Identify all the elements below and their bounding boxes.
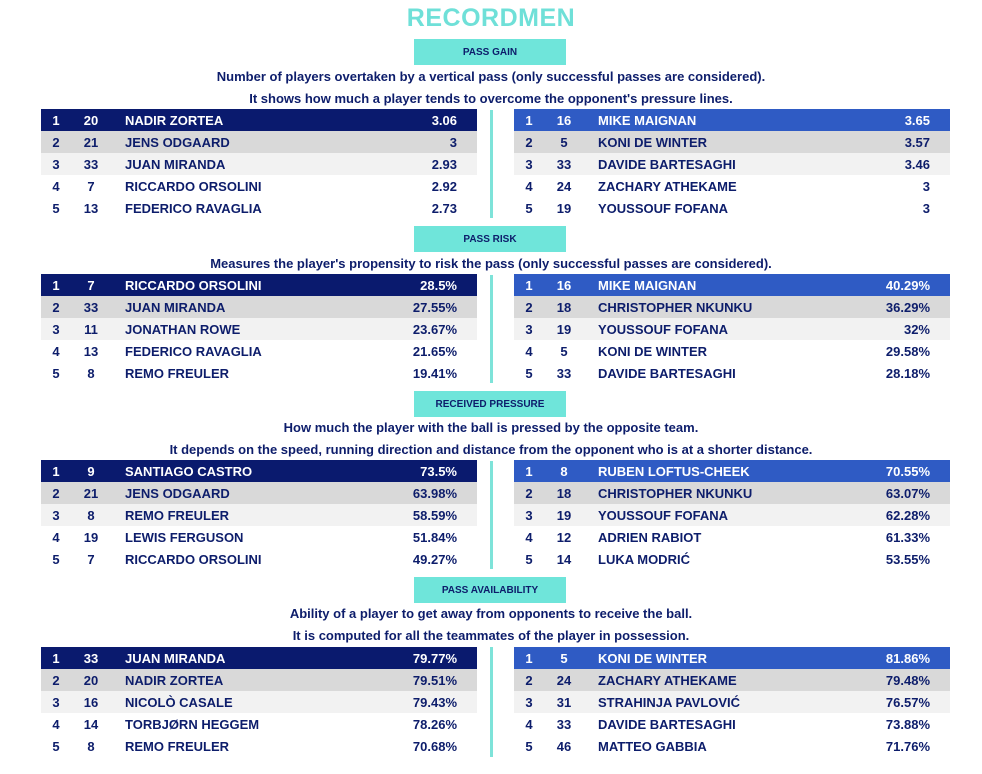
table-row — [41, 460, 477, 482]
table-row — [41, 713, 477, 735]
value-cell: 36.29% — [885, 299, 930, 315]
player-name-cell: REMO FREULER — [125, 507, 229, 523]
table-row — [514, 197, 950, 219]
value-cell: 3.46 — [904, 156, 930, 172]
rank-cell: 5 — [525, 365, 533, 381]
shirt-number-cell: 14 — [556, 551, 572, 567]
table-row — [514, 691, 950, 713]
table-row — [514, 131, 950, 153]
rank-cell: 1 — [525, 277, 533, 293]
value-cell: 51.84% — [412, 529, 457, 545]
shirt-number-cell: 16 — [83, 694, 99, 710]
player-name-cell: MATTEO GABBIA — [598, 738, 707, 754]
section-desc: It shows how much a player tends to overcome the opponent's pressure lines. — [249, 91, 733, 106]
rank-cell: 3 — [525, 507, 533, 523]
rank-cell: 5 — [52, 551, 60, 567]
rank-cell: 4 — [52, 716, 60, 732]
table-row — [41, 669, 477, 691]
rank-cell: 2 — [52, 485, 60, 501]
value-cell: 70.68% — [412, 738, 457, 754]
shirt-number-cell: 12 — [556, 529, 572, 545]
shirt-number-cell: 20 — [83, 672, 99, 688]
rank-cell: 4 — [525, 343, 533, 359]
player-name-cell: JUAN MIRANDA — [125, 299, 226, 315]
section-desc: How much the player with the ball is pressed by the opposite team. — [283, 420, 699, 435]
rank-cell: 3 — [525, 321, 533, 337]
player-name-cell: YOUSSOUF FOFANA — [598, 200, 729, 216]
player-name-cell: JUAN MIRANDA — [125, 156, 226, 172]
player-name-cell: JUAN MIRANDA — [125, 650, 226, 666]
section-badge-received-pressure: RECEIVED PRESSURE — [414, 391, 566, 417]
value-cell: 40.29% — [885, 277, 930, 293]
value-cell: 79.51% — [412, 672, 457, 688]
value-cell: 78.26% — [412, 716, 457, 732]
table-row — [41, 131, 477, 153]
table-row — [514, 482, 950, 504]
table-row — [41, 526, 477, 548]
value-cell: 28.5% — [420, 277, 457, 293]
rank-cell: 4 — [525, 716, 533, 732]
shirt-number-cell: 19 — [556, 321, 572, 337]
value-cell: 3.57 — [904, 134, 930, 150]
value-cell: 49.27% — [412, 551, 457, 567]
rank-cell: 1 — [52, 112, 60, 128]
table-row — [41, 482, 477, 504]
player-name-cell: CHRISTOPHER NKUNKU — [598, 299, 753, 315]
shirt-number-cell: 21 — [83, 134, 99, 150]
value-cell: 2.92 — [431, 178, 457, 194]
rank-cell: 5 — [52, 738, 60, 754]
rank-cell: 4 — [52, 343, 60, 359]
player-name-cell: MIKE MAIGNAN — [598, 112, 697, 128]
player-name-cell: TORBJØRN HEGGEM — [125, 716, 260, 732]
value-cell: 3 — [449, 134, 457, 150]
table-row — [514, 460, 950, 482]
value-cell: 79.77% — [412, 650, 457, 666]
value-cell: 79.48% — [885, 672, 930, 688]
shirt-number-cell: 33 — [83, 156, 99, 172]
right-team-table — [514, 109, 950, 219]
value-cell: 70.55% — [885, 463, 930, 479]
left-team-table — [41, 109, 477, 219]
player-name-cell: FEDERICO RAVAGLIA — [125, 343, 262, 359]
value-cell: 81.86% — [885, 650, 930, 666]
shirt-number-cell: 8 — [87, 507, 95, 523]
value-cell: 73.88% — [885, 716, 930, 732]
player-name-cell: ADRIEN RABIOT — [598, 529, 702, 545]
value-cell: 28.18% — [885, 365, 930, 381]
rank-cell: 2 — [525, 672, 533, 688]
rank-cell: 1 — [52, 463, 60, 479]
shirt-number-cell: 7 — [87, 551, 95, 567]
table-row — [41, 197, 477, 219]
table-row — [41, 647, 477, 669]
shirt-number-cell: 24 — [556, 178, 572, 194]
rank-cell: 3 — [52, 156, 60, 172]
player-name-cell: YOUSSOUF FOFANA — [598, 321, 729, 337]
table-row — [514, 504, 950, 526]
section-badge-pass-gain: PASS GAIN — [414, 39, 566, 65]
table-row — [514, 669, 950, 691]
shirt-number-cell: 33 — [556, 365, 572, 381]
table-row — [41, 548, 477, 570]
shirt-number-cell: 19 — [83, 529, 99, 545]
table-row — [514, 735, 950, 757]
table-row — [514, 153, 950, 175]
table-row — [41, 735, 477, 757]
shirt-number-cell: 8 — [87, 738, 95, 754]
rank-cell: 3 — [52, 694, 60, 710]
rank-cell: 1 — [525, 112, 533, 128]
shirt-number-cell: 31 — [556, 694, 572, 710]
table-row — [514, 362, 950, 384]
shirt-number-cell: 7 — [87, 178, 95, 194]
value-cell: 63.07% — [885, 485, 930, 501]
section-badge-pass-availability: PASS AVAILABILITY — [414, 577, 566, 603]
shirt-number-cell: 8 — [560, 463, 568, 479]
shirt-number-cell: 33 — [556, 716, 572, 732]
shirt-number-cell: 46 — [556, 738, 572, 754]
left-team-table — [41, 460, 477, 570]
player-name-cell: REMO FREULER — [125, 365, 229, 381]
shirt-number-cell: 13 — [83, 200, 99, 216]
value-cell: 21.65% — [412, 343, 457, 359]
section-desc: Measures the player's propensity to risk the pass (only successful passes are considered). — [210, 256, 772, 271]
divider — [490, 461, 493, 569]
value-cell: 3 — [922, 178, 930, 194]
value-cell: 2.73 — [431, 200, 457, 216]
section-desc: Number of players overtaken by a vertical pass (only successful passes are considered). — [216, 69, 766, 84]
table-row — [41, 691, 477, 713]
shirt-number-cell: 21 — [83, 485, 99, 501]
rank-cell: 3 — [52, 321, 60, 337]
player-name-cell: KONI DE WINTER — [598, 650, 708, 666]
right-team-table — [514, 274, 950, 384]
shirt-number-cell: 11 — [84, 321, 98, 337]
player-name-cell: JENS ODGAARD — [125, 485, 230, 501]
rank-cell: 4 — [52, 529, 60, 545]
value-cell: 3 — [922, 200, 930, 216]
table-row — [514, 647, 950, 669]
table-row — [514, 274, 950, 296]
value-cell: 27.55% — [412, 299, 457, 315]
rank-cell: 5 — [525, 738, 533, 754]
rank-cell: 2 — [525, 485, 533, 501]
shirt-number-cell: 5 — [560, 650, 568, 666]
section-desc: It is computed for all the teammates of the player in possession. — [292, 628, 690, 643]
rank-cell: 4 — [525, 178, 533, 194]
table-row — [41, 296, 477, 318]
player-name-cell: FEDERICO RAVAGLIA — [125, 200, 262, 216]
divider — [490, 275, 493, 383]
table-row — [41, 153, 477, 175]
value-cell: 73.5% — [420, 463, 457, 479]
shirt-number-cell: 16 — [556, 277, 572, 293]
player-name-cell: REMO FREULER — [125, 738, 229, 754]
divider — [490, 647, 493, 757]
value-cell: 63.98% — [412, 485, 457, 501]
rank-cell: 3 — [525, 694, 533, 710]
player-name-cell: LEWIS FERGUSON — [125, 529, 244, 545]
table-row — [41, 340, 477, 362]
shirt-number-cell: 33 — [83, 299, 99, 315]
table-row — [41, 318, 477, 340]
value-cell: 23.67% — [412, 321, 457, 337]
value-cell: 2.93 — [431, 156, 457, 172]
shirt-number-cell: 18 — [556, 299, 572, 315]
divider — [490, 110, 493, 218]
table-row — [514, 318, 950, 340]
shirt-number-cell: 5 — [560, 343, 568, 359]
rank-cell: 1 — [52, 650, 60, 666]
table-row — [514, 713, 950, 735]
player-name-cell: RICCARDO ORSOLINI — [125, 551, 262, 567]
left-team-table — [41, 647, 477, 757]
player-name-cell: NADIR ZORTEA — [125, 112, 224, 128]
table-row — [514, 526, 950, 548]
table-row — [41, 109, 477, 131]
table-row — [41, 175, 477, 197]
player-name-cell: RUBEN LOFTUS-CHEEK — [598, 463, 750, 479]
shirt-number-cell: 19 — [556, 507, 572, 523]
rank-cell: 1 — [52, 277, 60, 293]
shirt-number-cell: 13 — [83, 343, 99, 359]
value-cell: 3.65 — [904, 112, 930, 128]
rank-cell: 5 — [525, 200, 533, 216]
player-name-cell: MIKE MAIGNAN — [598, 277, 697, 293]
section-desc: It depends on the speed, running direction and distance from the opponent who is at a shorter distance. — [169, 442, 813, 457]
shirt-number-cell: 33 — [83, 650, 99, 666]
shirt-number-cell: 9 — [87, 463, 95, 479]
shirt-number-cell: 19 — [556, 200, 572, 216]
player-name-cell: NADIR ZORTEA — [125, 672, 224, 688]
player-name-cell: LUKA MODRIĆ — [598, 551, 690, 567]
table-row — [514, 340, 950, 362]
table-row — [41, 504, 477, 526]
player-name-cell: KONI DE WINTER — [598, 134, 708, 150]
shirt-number-cell: 14 — [83, 716, 99, 732]
table-row — [514, 548, 950, 570]
shirt-number-cell: 7 — [87, 277, 95, 293]
shirt-number-cell: 18 — [556, 485, 572, 501]
value-cell: 3.06 — [431, 112, 457, 128]
shirt-number-cell: 5 — [560, 134, 568, 150]
shirt-number-cell: 24 — [556, 672, 572, 688]
player-name-cell: SANTIAGO CASTRO — [125, 463, 253, 479]
player-name-cell: ZACHARY ATHEKAME — [598, 178, 737, 194]
value-cell: 32% — [903, 321, 930, 337]
left-team-table — [41, 274, 477, 384]
rank-cell: 5 — [52, 200, 60, 216]
shirt-number-cell: 33 — [556, 156, 572, 172]
rank-cell: 2 — [52, 672, 60, 688]
player-name-cell: YOUSSOUF FOFANA — [598, 507, 729, 523]
rank-cell: 2 — [525, 299, 533, 315]
player-name-cell: RICCARDO ORSOLINI — [125, 277, 262, 293]
table-row — [514, 296, 950, 318]
rank-cell: 4 — [525, 529, 533, 545]
value-cell: 71.76% — [885, 738, 930, 754]
player-name-cell: STRAHINJA PAVLOVIĆ — [598, 694, 741, 710]
rank-cell: 2 — [52, 134, 60, 150]
section-desc: Ability of a player to get away from opponents to receive the ball. — [289, 606, 693, 621]
page-title: RECORDMEN — [406, 4, 576, 32]
value-cell: 19.41% — [412, 365, 457, 381]
value-cell: 58.59% — [412, 507, 457, 523]
player-name-cell: DAVIDE BARTESAGHI — [598, 156, 736, 172]
rank-cell: 5 — [52, 365, 60, 381]
rank-cell: 1 — [525, 650, 533, 666]
value-cell: 53.55% — [885, 551, 930, 567]
rank-cell: 3 — [52, 507, 60, 523]
player-name-cell: DAVIDE BARTESAGHI — [598, 365, 736, 381]
player-name-cell: NICOLÒ CASALE — [125, 694, 233, 710]
table-row — [514, 175, 950, 197]
rank-cell: 2 — [52, 299, 60, 315]
value-cell: 29.58% — [885, 343, 930, 359]
player-name-cell: CHRISTOPHER NKUNKU — [598, 485, 753, 501]
player-name-cell: JONATHAN ROWE — [125, 321, 241, 337]
table-row — [41, 362, 477, 384]
section-badge-pass-risk: PASS RISK — [414, 226, 566, 252]
player-name-cell: KONI DE WINTER — [598, 343, 708, 359]
shirt-number-cell: 16 — [556, 112, 572, 128]
player-name-cell: DAVIDE BARTESAGHI — [598, 716, 736, 732]
value-cell: 61.33% — [885, 529, 930, 545]
value-cell: 62.28% — [885, 507, 930, 523]
rank-cell: 2 — [525, 134, 533, 150]
rank-cell: 4 — [52, 178, 60, 194]
shirt-number-cell: 8 — [87, 365, 95, 381]
shirt-number-cell: 20 — [83, 112, 99, 128]
rank-cell: 3 — [525, 156, 533, 172]
rank-cell: 1 — [525, 463, 533, 479]
rank-cell: 5 — [525, 551, 533, 567]
player-name-cell: JENS ODGAARD — [125, 134, 230, 150]
player-name-cell: ZACHARY ATHEKAME — [598, 672, 737, 688]
right-team-table — [514, 460, 950, 570]
value-cell: 79.43% — [412, 694, 457, 710]
right-team-table — [514, 647, 950, 757]
table-row — [514, 109, 950, 131]
player-name-cell: RICCARDO ORSOLINI — [125, 178, 262, 194]
value-cell: 76.57% — [885, 694, 930, 710]
table-row — [41, 274, 477, 296]
